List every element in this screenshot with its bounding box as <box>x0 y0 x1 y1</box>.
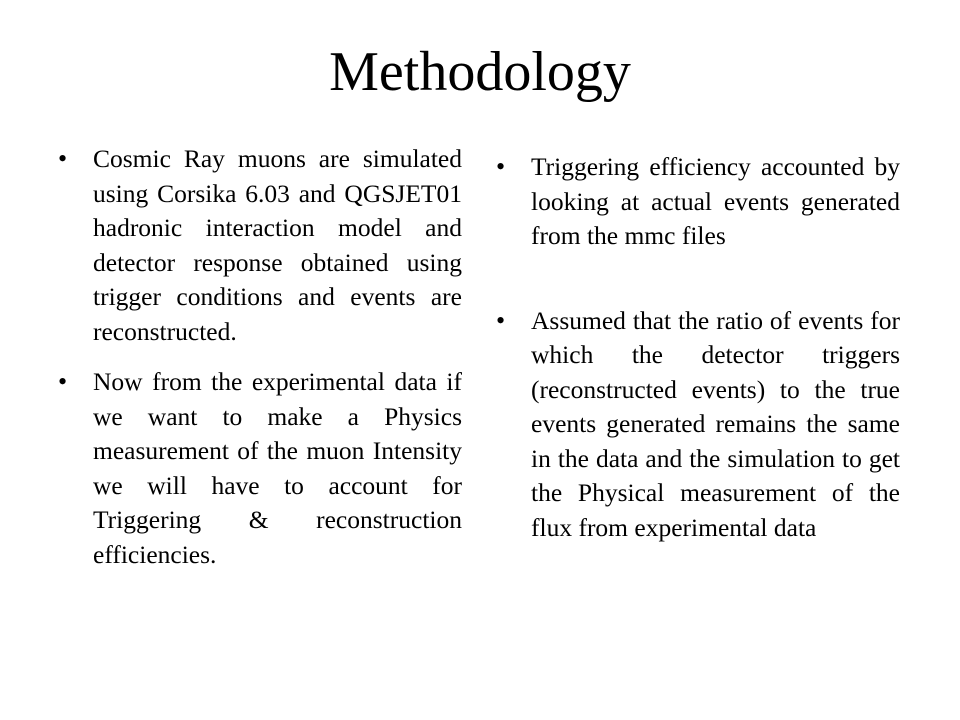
bullet-icon: • <box>58 367 68 396</box>
bullet-item <box>488 150 900 254</box>
bullet-text: Assumed that the ratio of events for which the detector triggers (reconstructed events) to the true events generated remains the same in the data and the simulation to get the Physical measurement of the flux from experimental data <box>531 305 900 542</box>
right-bullet-list <box>488 150 900 561</box>
left-bullet-list <box>50 142 462 588</box>
bullet-icon: • <box>58 144 68 173</box>
slide-title: Methodology <box>329 41 631 103</box>
bullet-icon: • <box>496 305 506 335</box>
bullet-item <box>50 142 462 349</box>
bullet-item <box>50 365 462 572</box>
bullet-text: Now from the experimental data if we want to make a Physics measurement of the muon Intensity we will have to account for Triggering & reconstruction efficiencies. <box>93 367 462 569</box>
bullet-text: Cosmic Ray muons are simulated using Corsika 6.03 and QGSJET01 hadronic interaction model and detector response obtained using trigger conditions and events are reconstructed. <box>93 144 462 346</box>
bullet-icon: • <box>496 152 506 181</box>
bullet-text: Triggering efficiency accounted by looking at actual events generated from the mmc files <box>531 152 900 250</box>
bullet-item <box>488 304 900 546</box>
